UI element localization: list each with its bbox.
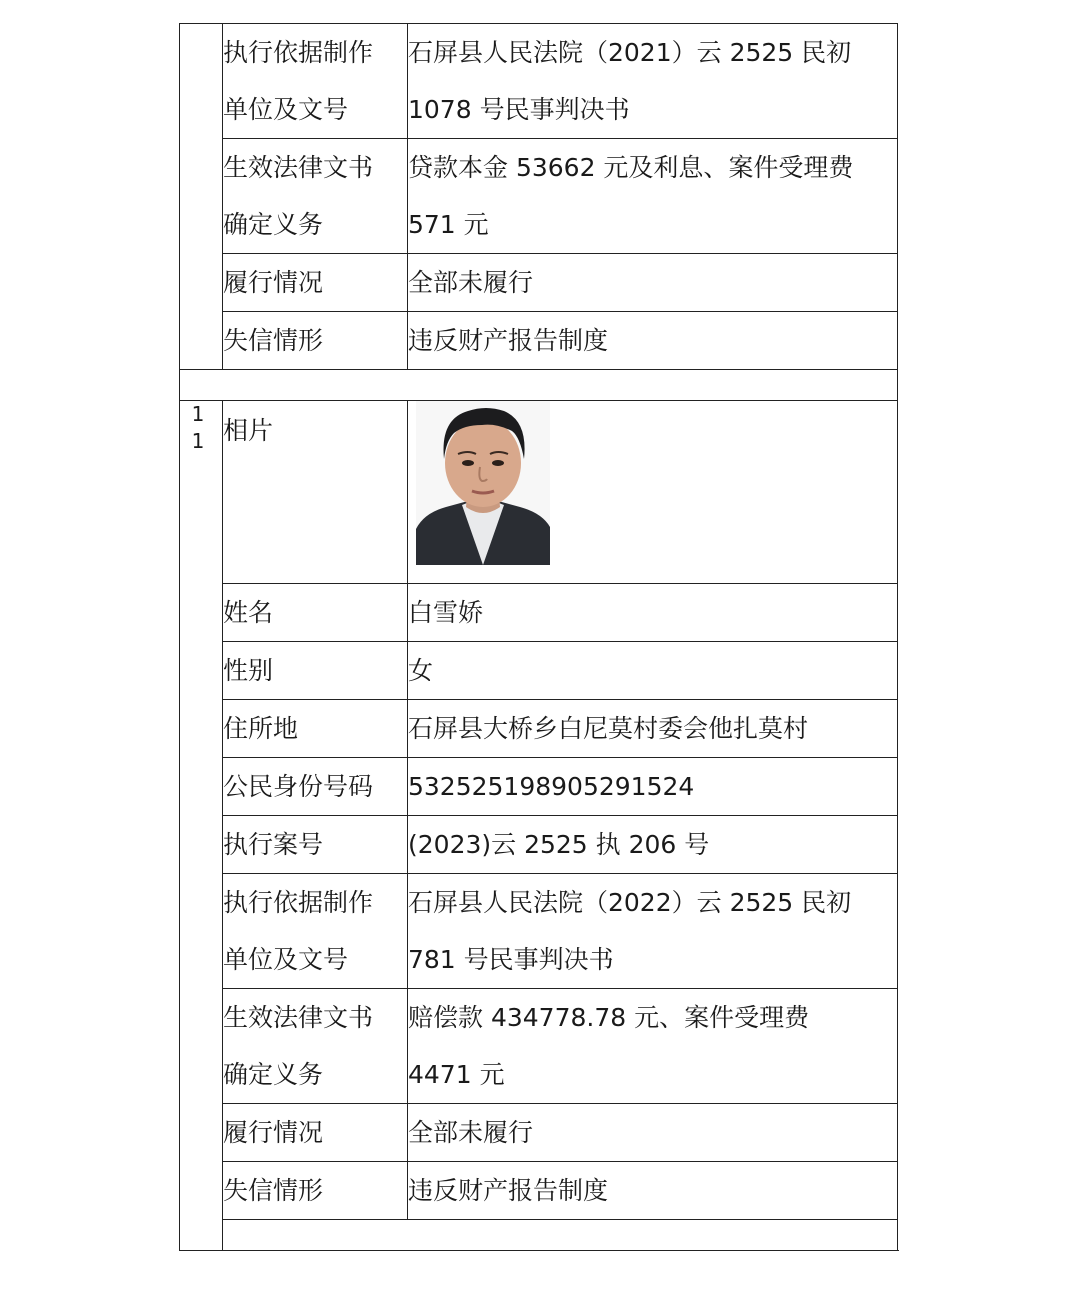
index-cell — [180, 24, 223, 370]
person-photo — [416, 401, 550, 565]
row-obligation — [180, 139, 898, 254]
basis-value: 石屏县人民法院（2022）云 2525 民初 781 号民事判决书 — [408, 874, 898, 989]
performance-label: 履行情况 — [223, 1104, 408, 1162]
performance-label: 履行情况 — [223, 254, 408, 312]
row-performance — [180, 254, 898, 312]
obligation-label: 生效法律文书 确定义务 — [223, 139, 408, 254]
separator-row — [180, 370, 898, 401]
row-case — [180, 816, 898, 874]
dishonesty-label: 失信情形 — [223, 1162, 408, 1220]
row-obligation-11 — [180, 989, 898, 1104]
row-dishonesty — [180, 312, 898, 370]
address-value: 石屏县大桥乡白尼莫村委会他扎莫村 — [408, 700, 898, 758]
obligation-label: 生效法律文书 确定义务 — [223, 989, 408, 1104]
end-row — [180, 1220, 898, 1251]
name-value: 白雪娇 — [408, 584, 898, 642]
performance-value: 全部未履行 — [408, 1104, 898, 1162]
row-dishonesty-11 — [180, 1162, 898, 1220]
end-cell — [223, 1220, 898, 1251]
index-cell-11 — [180, 401, 223, 1251]
obligation-value: 贷款本金 53662 元及利息、案件受理费 571 元 — [408, 139, 898, 254]
performance-value: 全部未履行 — [408, 254, 898, 312]
id-label: 公民身份号码 — [223, 758, 408, 816]
case-value: (2023)云 2525 执 206 号 — [408, 816, 898, 874]
row-id — [180, 758, 898, 816]
row-performance-11 — [180, 1104, 898, 1162]
basis-value: 石屏县人民法院（2021）云 2525 民初 1078 号民事判决书 — [408, 24, 898, 139]
basis-label: 执行依据制作 单位及文号 — [223, 874, 408, 989]
index-digit: 1 — [191, 429, 205, 453]
name-label: 姓名 — [223, 584, 408, 642]
row-name — [180, 584, 898, 642]
debtor-table — [179, 23, 898, 1251]
obligation-value: 赔偿款 434778.78 元、案件受理费 4471 元 — [408, 989, 898, 1104]
row-gender — [180, 642, 898, 700]
case-label: 执行案号 — [223, 816, 408, 874]
dishonesty-value: 违反财产报告制度 — [408, 312, 898, 370]
gender-label: 性别 — [223, 642, 408, 700]
dishonesty-label: 失信情形 — [223, 312, 408, 370]
photo-label: 相片 — [223, 401, 408, 584]
basis-label: 执行依据制作 单位及文号 — [223, 24, 408, 139]
separator-cell — [180, 370, 898, 401]
id-value: 532525198905291524 — [408, 758, 898, 816]
row-address — [180, 700, 898, 758]
gender-value: 女 — [408, 642, 898, 700]
photo-cell — [408, 401, 898, 584]
row-basis-11 — [180, 874, 898, 989]
row-photo — [180, 401, 898, 584]
dishonesty-value: 违反财产报告制度 — [408, 1162, 898, 1220]
index-digit: 1 — [191, 402, 205, 426]
address-label: 住所地 — [223, 700, 408, 758]
row-basis — [180, 24, 898, 139]
